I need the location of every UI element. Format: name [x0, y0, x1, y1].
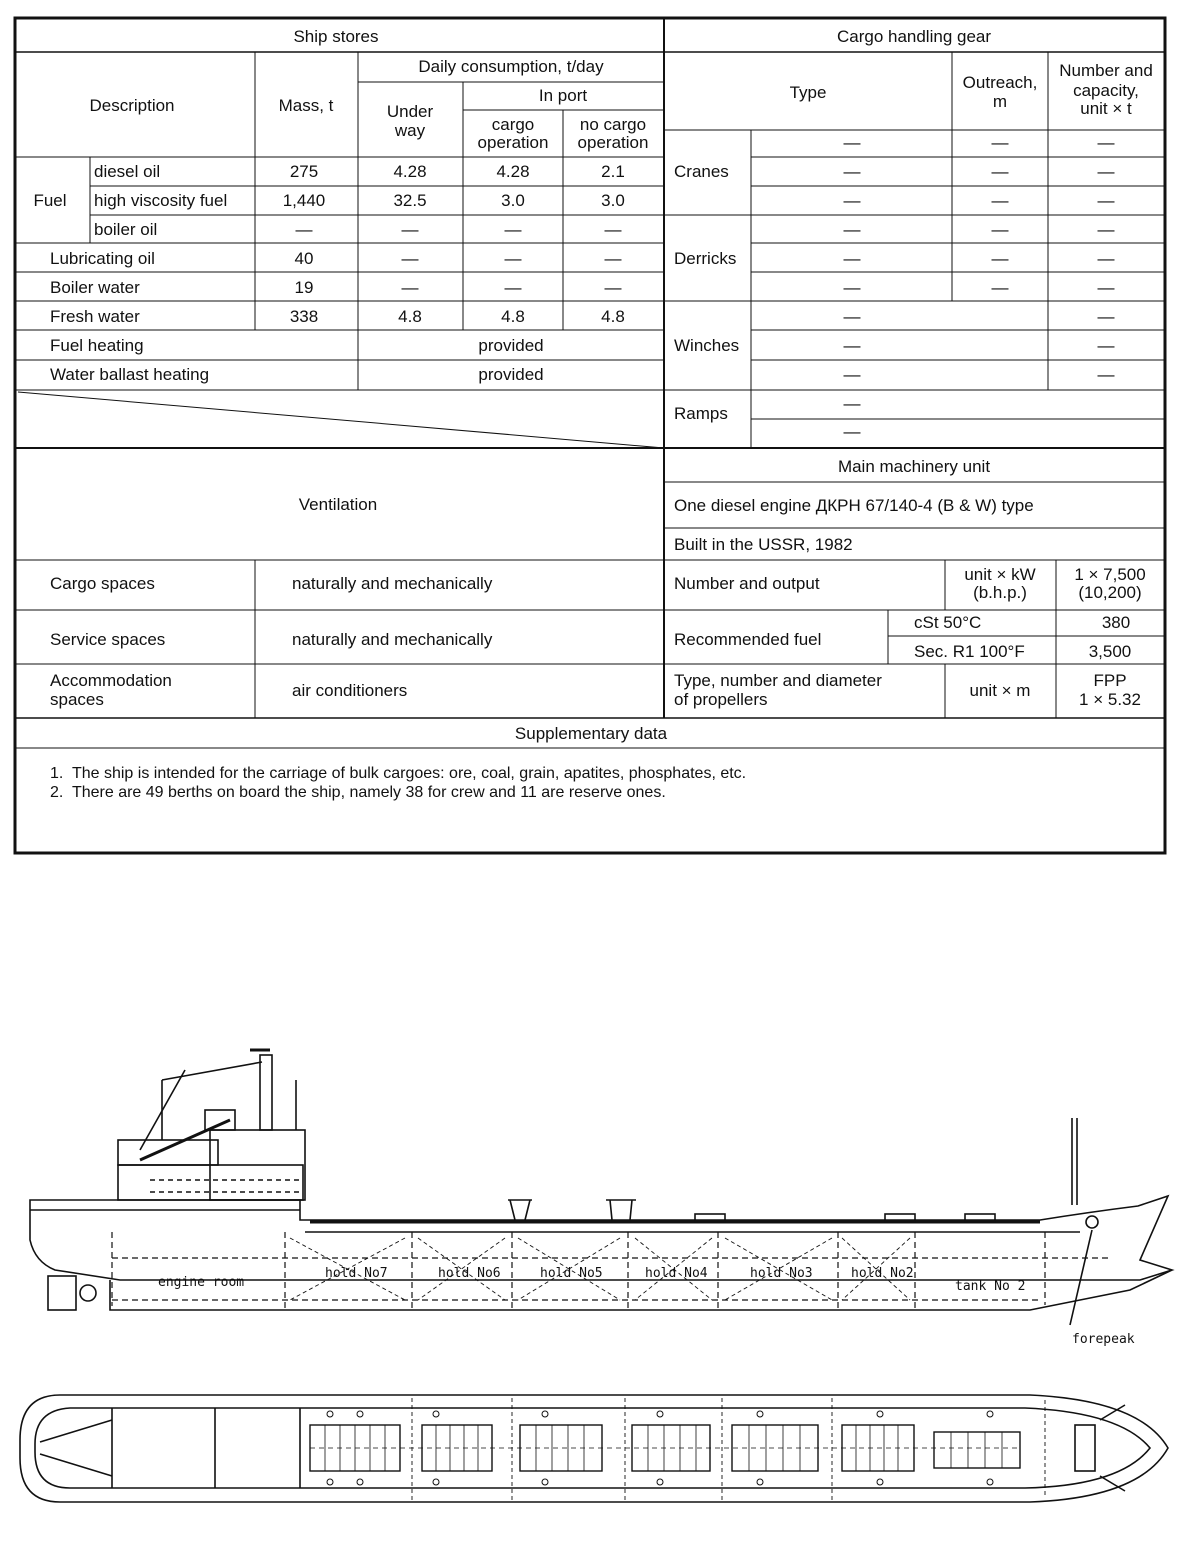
col-under-way-1: Under [386, 102, 434, 121]
ballast-heating-value: provided [478, 365, 544, 384]
gear-empty-cell: — [1097, 220, 1115, 239]
vent-cargo-method: naturally and mechanically [292, 574, 493, 593]
stores-row-cargo: — [504, 220, 522, 239]
ramps-label: Ramps [674, 404, 728, 423]
supplementary-note-1: 1. The ship is intended for the carriage of bulk cargoes: ore, coal, grain, apatites, phosphates, etc. [50, 765, 747, 782]
fuel-unit-cst: cSt 50°C [914, 613, 982, 632]
stores-row-underway: 4.28 [393, 162, 427, 181]
label-hold-6: hold No6 [438, 1266, 501, 1281]
col-cargo-operation-2: operation [477, 133, 549, 152]
stores-row-nocargo: — [604, 278, 622, 297]
stores-row-underway: — [401, 278, 419, 297]
label-hold-4: hold No4 [645, 1266, 708, 1281]
vent-cargo-spaces: Cargo spaces [50, 574, 155, 593]
gear-empty-cell: — [1097, 249, 1115, 268]
built-info: Built in the USSR, 1982 [674, 535, 853, 554]
fuel-unit-sec: Sec. R1 100°F [914, 642, 1025, 661]
gear-empty-cell: — [991, 133, 1009, 152]
ship-plan-view [20, 1395, 1168, 1502]
propeller-label-1: Type, number and diameter [674, 671, 882, 690]
stores-row-underway: — [401, 220, 419, 239]
label-hold-7: hold No7 [325, 1266, 388, 1281]
gear-empty-cell: — [1097, 365, 1115, 384]
fuel-value-sec: 3,500 [1088, 642, 1132, 661]
fuel-heating-label: Fuel heating [50, 336, 144, 355]
recommended-fuel-label: Recommended fuel [674, 630, 822, 649]
label-tank-2: tank No 2 [955, 1279, 1026, 1294]
cargo-gear-title: Cargo handling gear [836, 27, 992, 46]
gear-empty-cell: — [1097, 336, 1115, 355]
stores-row-nocargo: 2.1 [601, 162, 625, 181]
stores-row-nocargo: — [604, 249, 622, 268]
stores-row-cargo: 4.28 [496, 162, 530, 181]
gear-empty-cell: — [991, 249, 1009, 268]
propeller-value-1: FPP [1093, 671, 1127, 690]
stores-row-mass: 19 [294, 278, 314, 297]
stores-row-underway: 4.8 [398, 307, 422, 326]
stores-row-description: Lubricating oil [50, 249, 155, 268]
col-description: Description [89, 96, 175, 115]
col-number-capacity-3: unit × t [1080, 99, 1132, 118]
col-under-way-2: way [394, 121, 426, 140]
vent-accommodation-1: Accommodation [50, 671, 172, 690]
gear-empty-cell: — [843, 422, 861, 441]
col-outreach-2: m [992, 92, 1008, 111]
stores-row-mass: 1,440 [282, 191, 326, 210]
side-elevation-labels [158, 1266, 1135, 1347]
col-in-port: In port [538, 86, 588, 105]
gear-empty-cell: — [1097, 133, 1115, 152]
gear-empty-cell: — [1097, 278, 1115, 297]
gear-empty-cell: — [1097, 307, 1115, 326]
label-hold-3: hold No3 [750, 1266, 813, 1281]
propeller-value-2: 1 × 5.32 [1079, 690, 1141, 709]
stores-row-mass: — [295, 220, 313, 239]
label-engine-room: engine room [158, 1275, 245, 1290]
col-mass: Mass, t [278, 96, 334, 115]
stores-row-nocargo: — [604, 220, 622, 239]
stores-row-mass: 275 [289, 162, 319, 181]
vent-accommodation-method: air conditioners [292, 681, 408, 700]
stores-row-cargo: 3.0 [501, 191, 525, 210]
cranes-label: Cranes [674, 162, 729, 181]
ventilation-title: Ventilation [298, 495, 378, 514]
stores-row-description: diesel oil [94, 162, 161, 181]
fuel-label: Fuel [33, 191, 67, 210]
stores-row-underway: — [401, 249, 419, 268]
cargo-gear-section [674, 27, 1153, 441]
col-cargo-operation-1: cargo [491, 115, 535, 134]
gear-empty-cell: — [843, 133, 861, 152]
gear-empty-cell: — [843, 278, 861, 297]
label-hold-5: hold No5 [540, 1266, 603, 1281]
output-value-2: (10,200) [1078, 583, 1142, 602]
winches-label: Winches [674, 336, 740, 355]
gear-empty-cell: — [843, 191, 861, 210]
gear-empty-cell: — [991, 191, 1009, 210]
vent-service-method: naturally and mechanically [292, 630, 493, 649]
stores-row-mass: 40 [294, 249, 314, 268]
propeller-unit: unit × m [969, 681, 1031, 700]
gear-empty-cell: — [991, 220, 1009, 239]
output-value-1: 1 × 7,500 [1074, 565, 1146, 584]
stores-row-nocargo: 3.0 [601, 191, 625, 210]
ventilation-section [50, 495, 493, 709]
col-type: Type [789, 83, 827, 102]
fuel-heating-value: provided [478, 336, 544, 355]
col-outreach-1: Outreach, [962, 73, 1038, 92]
stores-row-description: Boiler water [50, 278, 140, 297]
gear-empty-cell: — [843, 394, 861, 413]
ship-stores-title: Ship stores [293, 27, 379, 46]
gear-empty-cell: — [843, 220, 861, 239]
propeller-label-2: of propellers [674, 690, 768, 709]
stores-row-cargo: — [504, 249, 522, 268]
gear-empty-cell: — [1097, 191, 1115, 210]
col-no-cargo-operation-1: no cargo [579, 115, 647, 134]
stores-row-nocargo: 4.8 [601, 307, 625, 326]
stores-row-underway: 32.5 [393, 191, 427, 210]
engine-description: One diesel engine ДКРН 67/140-4 (B & W) type [674, 496, 1034, 515]
col-no-cargo-operation-2: operation [577, 133, 649, 152]
stores-row-description: high viscosity fuel [94, 191, 228, 210]
col-number-capacity-1: Number and [1059, 61, 1153, 80]
label-hold-2: hold No2 [851, 1266, 914, 1281]
output-label: Number and output [674, 574, 820, 593]
stores-row-cargo: 4.8 [501, 307, 525, 326]
gear-empty-cell: — [1097, 162, 1115, 181]
stores-row-cargo: — [504, 278, 522, 297]
derricks-label: Derricks [674, 249, 737, 268]
gear-empty-cell: — [991, 162, 1009, 181]
ballast-heating-label: Water ballast heating [50, 365, 210, 384]
gear-empty-cell: — [843, 365, 861, 384]
stores-row-description: boiler oil [94, 220, 158, 239]
gear-empty-cell: — [991, 278, 1009, 297]
machinery-title: Main machinery unit [837, 457, 991, 476]
label-forepeak: forepeak [1072, 1332, 1135, 1347]
gear-empty-cell: — [843, 249, 861, 268]
col-daily-consumption: Daily consumption, t/day [418, 57, 604, 76]
vent-service-spaces: Service spaces [50, 630, 166, 649]
gear-empty-cell: — [843, 307, 861, 326]
gear-dashes [844, 133, 1115, 441]
stores-row-description: Fresh water [50, 307, 140, 326]
gear-empty-cell: — [843, 162, 861, 181]
supplementary-note-2: 2. There are 49 berths on board the ship, namely 38 for crew and 11 are reserve ones. [50, 784, 666, 801]
stores-row-mass: 338 [289, 307, 319, 326]
supplementary-section [50, 724, 746, 801]
col-number-capacity-2: capacity, [1073, 81, 1139, 100]
vent-accommodation-2: spaces [50, 690, 104, 709]
supplementary-title: Supplementary data [514, 724, 668, 743]
fuel-value-cst: 380 [1101, 613, 1131, 632]
output-unit-1: unit × kW [964, 565, 1036, 584]
output-unit-2: (b.h.p.) [973, 583, 1027, 602]
gear-empty-cell: — [843, 336, 861, 355]
machinery-section [674, 457, 1146, 709]
